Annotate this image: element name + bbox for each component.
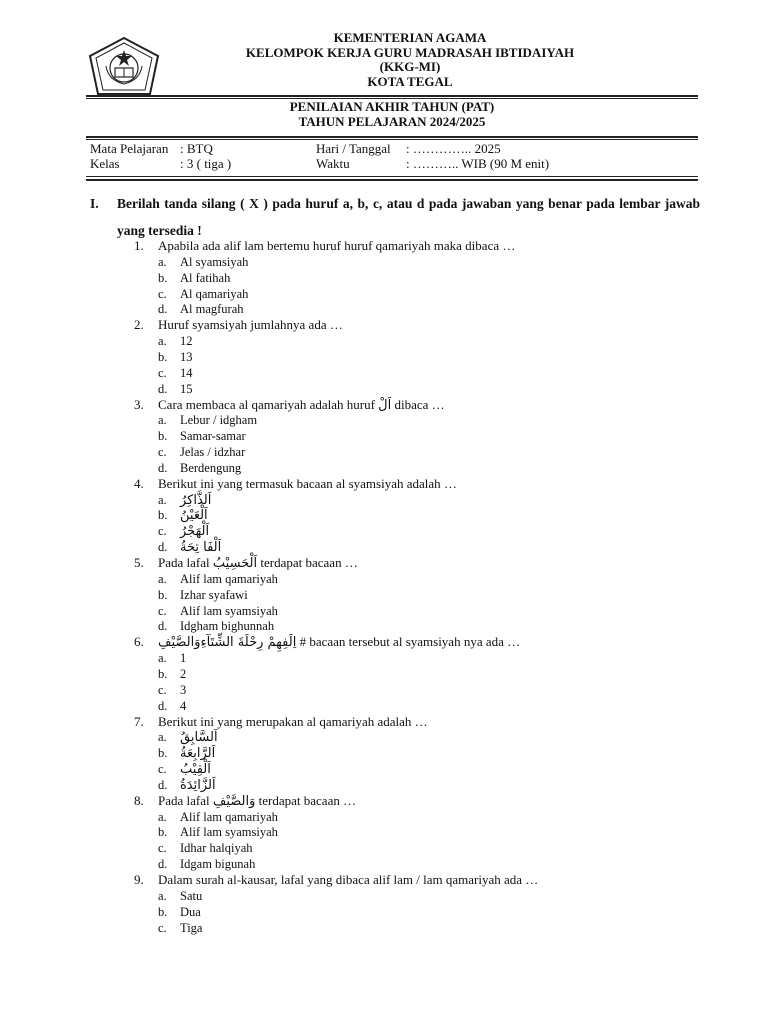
option-text: Al qamariyah <box>180 286 249 301</box>
city-name: KOTA TEGAL <box>367 73 453 89</box>
time-value: : ……….. WIB (90 M enit) <box>406 155 550 171</box>
question-6 <box>134 634 520 651</box>
option-text: Tiga <box>180 920 203 935</box>
option-letter: a. <box>158 334 167 349</box>
option-letter: b. <box>158 429 168 444</box>
option-text: Samar-samar <box>180 429 246 444</box>
answer-option <box>158 286 248 302</box>
option-text: اَلْقِيْبُ <box>180 762 211 778</box>
option-text: Idgam bigunah <box>180 857 256 872</box>
answer-option <box>158 301 244 317</box>
info-bottom-rule-thick <box>86 179 698 181</box>
question-text: Pada lafal <box>158 792 213 808</box>
option-letter: b. <box>158 587 168 602</box>
instruction-text: Berilah tanda silang ( X ) pada huruf a, b, c, atau d pada jawaban yang benar pada lembar jawab yang tersedia ! <box>117 196 700 238</box>
option-letter: c. <box>158 365 167 380</box>
option-letter: a. <box>158 413 167 428</box>
question-8 <box>134 793 356 810</box>
exam-title-block <box>86 100 698 129</box>
letterhead <box>190 31 630 89</box>
answer-option <box>158 365 193 381</box>
question-9 <box>134 872 538 888</box>
option-text: Jelas / idzhar <box>180 445 246 460</box>
option-letter: b. <box>158 904 168 919</box>
option-letter: c. <box>158 524 167 539</box>
option-letter: d. <box>158 460 168 475</box>
answer-option <box>158 698 186 714</box>
date-value: : ………….. 2025 <box>406 141 501 156</box>
option-letter: b. <box>158 270 168 285</box>
option-letter: d. <box>158 857 168 872</box>
option-text: Lebur / idgham <box>180 413 258 428</box>
option-text: Al fatihah <box>180 270 231 285</box>
question-4 <box>134 476 457 492</box>
question-number: 2. <box>134 317 144 333</box>
subject-info <box>90 142 231 171</box>
question-1 <box>134 238 515 254</box>
option-letter: b. <box>158 825 168 840</box>
option-letter: a. <box>158 651 167 666</box>
answer-option <box>158 761 211 778</box>
option-text: اَلْهَجْرُ <box>180 524 210 540</box>
answer-option <box>158 444 245 460</box>
option-text: اَلْعَيْنُ <box>180 508 208 524</box>
option-letter: d. <box>158 381 168 396</box>
question-5 <box>134 555 358 572</box>
info-top-rule <box>86 136 698 138</box>
option-letter: d. <box>158 540 168 555</box>
subject-label: Mata Pelajaran <box>90 141 169 156</box>
answer-option <box>158 840 253 856</box>
ministry-emblem-icon <box>86 36 162 98</box>
option-letter: d. <box>158 619 168 634</box>
group-name: KELOMPOK KERJA GURU MADRASAH IBTIDAIYAH <box>245 44 575 60</box>
answer-option <box>158 460 241 476</box>
option-text: 15 <box>180 381 193 396</box>
option-letter: c. <box>158 762 167 777</box>
info-top-rule-thin <box>86 139 698 140</box>
option-text: Alif lam syamsiyah <box>180 603 278 618</box>
answer-option <box>158 428 246 444</box>
option-text: Idhar halqiyah <box>180 841 253 856</box>
answer-option <box>158 666 186 682</box>
answer-option <box>158 270 230 286</box>
option-letter: a. <box>158 492 167 507</box>
option-text: 2 <box>180 666 187 681</box>
option-letter: c. <box>158 920 167 935</box>
option-text: اَلزَّائِدَةُ <box>180 777 216 793</box>
option-text: Izhar syafawi <box>180 587 248 602</box>
option-letter: d. <box>158 302 168 317</box>
question-number: 1. <box>134 238 144 253</box>
option-letter: b. <box>158 746 168 761</box>
answer-option <box>158 777 216 794</box>
answer-option <box>158 333 193 349</box>
option-text: Dua <box>180 904 201 919</box>
option-letter: c. <box>158 682 167 697</box>
exam-title: PENILAIAN AKHIR TAHUN (PAT) <box>289 99 495 114</box>
date-label: Hari / Tanggal <box>316 141 391 156</box>
answer-option <box>158 587 248 603</box>
question-number: 8. <box>134 792 144 808</box>
answer-option <box>158 856 255 872</box>
arabic-text: اَلْ <box>378 397 392 413</box>
question-text: Dalam surah al-kausar, lafal yang dibaca alif lam / lam qamariyah ada … <box>158 872 539 887</box>
question-text-end: terdapat bacaan … <box>257 555 358 570</box>
question-number: 4. <box>134 475 144 491</box>
answer-option <box>158 729 218 746</box>
answer-option <box>158 539 221 556</box>
option-text: Al syamsiyah <box>180 254 249 269</box>
question-text: Huruf syamsiyah jumlahnya ada … <box>158 317 343 333</box>
answer-option <box>158 254 248 270</box>
answer-option <box>158 381 193 397</box>
option-letter: b. <box>158 508 168 523</box>
answer-option <box>158 888 202 904</box>
option-text: اَلذَّاكِرُ <box>180 492 212 508</box>
option-text: اَلْفَا تِحَةُ <box>180 540 222 556</box>
question-text: Berikut ini yang merupakan al qamariyah adalah … <box>158 713 428 729</box>
answer-option <box>158 618 274 634</box>
section-instruction <box>90 190 700 244</box>
question-text: Berikut ini yang termasuk bacaan al syamsiyah adalah … <box>158 475 457 491</box>
option-text: Alif lam qamariyah <box>180 809 278 824</box>
question-number: 6. <box>134 634 144 650</box>
answer-option <box>158 523 209 540</box>
option-text: 13 <box>180 349 193 364</box>
option-letter: a. <box>158 730 167 745</box>
header-divider <box>86 95 698 97</box>
option-text: 1 <box>180 651 187 666</box>
exam-year: TAHUN PELAJARAN 2024/2025 <box>298 113 486 129</box>
section-number: I. <box>90 196 99 211</box>
arabic-text: وَالصَّيْفِ <box>212 793 256 809</box>
question-text-end: terdapat bacaan … <box>255 792 357 808</box>
option-text: اَلرَّابِعَةُ <box>180 746 216 762</box>
answer-option <box>158 920 202 936</box>
option-letter: d. <box>158 777 168 792</box>
option-text: 14 <box>180 365 193 380</box>
option-letter: b. <box>158 666 168 681</box>
question-text: Apabila ada alif lam bertemu huruf huruf qamariyah maka dibaca … <box>158 238 516 253</box>
answer-option <box>158 650 186 666</box>
ministry-name: KEMENTERIAN AGAMA <box>333 30 487 45</box>
option-letter: d. <box>158 698 168 713</box>
option-text: Satu <box>180 888 203 903</box>
question-number: 7. <box>134 713 144 729</box>
question-number: 3. <box>134 396 144 412</box>
option-letter: a. <box>158 888 167 903</box>
answer-option <box>158 745 215 762</box>
option-text: 3 <box>180 682 187 697</box>
option-text: Idgham bighunnah <box>180 619 275 634</box>
question-number: 5. <box>134 555 144 570</box>
arabic-text: اَلْحَسِيْبُ <box>212 556 258 571</box>
time-label: Waktu <box>316 155 350 171</box>
question-3 <box>134 397 445 414</box>
question-text: Pada lafal <box>158 555 213 570</box>
question-2 <box>134 317 343 333</box>
option-text: Alif lam syamsiyah <box>180 825 278 840</box>
option-text: 4 <box>180 698 187 713</box>
question-7 <box>134 714 428 730</box>
option-text: Al magfurah <box>180 302 244 317</box>
option-letter: a. <box>158 809 167 824</box>
option-letter: c. <box>158 841 167 856</box>
question-number: 9. <box>134 872 144 887</box>
subject-value: : BTQ <box>180 141 213 156</box>
answer-option <box>158 507 208 524</box>
answer-option <box>158 492 211 509</box>
answer-option <box>158 603 278 619</box>
option-letter: c. <box>158 286 167 301</box>
class-label: Kelas <box>90 155 120 171</box>
answer-option <box>158 809 278 825</box>
question-text-end: # bacaan tersebut al syamsiyah nya ada … <box>296 634 521 650</box>
info-bottom-rule <box>86 176 698 177</box>
answer-option <box>158 904 201 920</box>
option-letter: b. <box>158 349 168 364</box>
question-text: Cara membaca al qamariyah adalah huruf <box>158 396 379 412</box>
question-text-end: dibaca … <box>391 396 445 412</box>
answer-option <box>158 412 257 428</box>
option-letter: a. <box>158 254 167 269</box>
option-text: Alif lam qamariyah <box>180 571 278 586</box>
option-text: اَلسَّابِقُ <box>180 730 218 746</box>
arabic-text: اِلَفِهِمْ رِحْلَةَ الشِّتَآءِوَالصَّيْفِ <box>158 635 297 651</box>
answer-option <box>158 682 186 698</box>
answer-option <box>158 349 193 365</box>
option-letter: a. <box>158 571 167 586</box>
schedule-info <box>316 142 549 171</box>
group-abbr: (KKG-MI) <box>379 59 441 74</box>
answer-option <box>158 571 278 587</box>
option-text: Berdengung <box>180 460 242 475</box>
option-text: 12 <box>180 334 193 349</box>
option-letter: c. <box>158 603 167 618</box>
option-letter: c. <box>158 445 167 460</box>
class-value: : 3 ( tiga ) <box>180 155 232 171</box>
answer-option <box>158 824 278 840</box>
